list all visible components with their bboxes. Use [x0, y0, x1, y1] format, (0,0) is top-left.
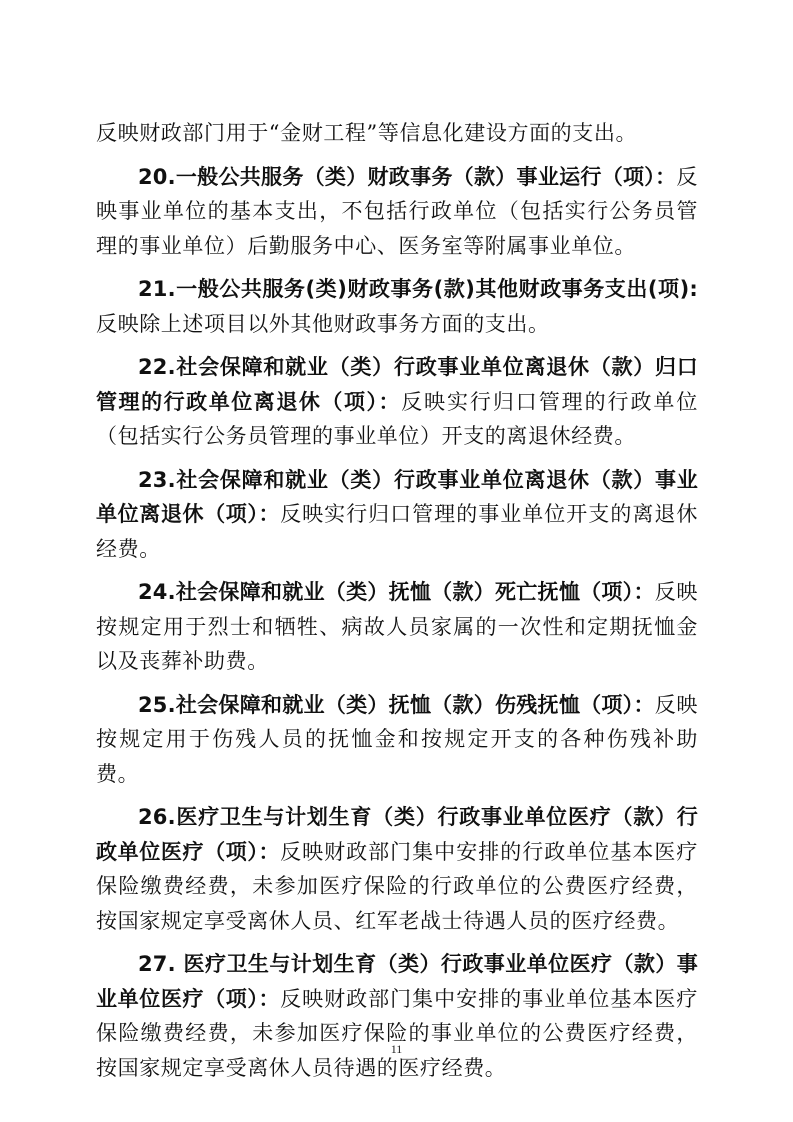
intro-text: 反映财政部门用于“金财工程”等信息化建设方面的支出。 [96, 121, 638, 145]
item-25 [96, 688, 698, 792]
intro-paragraph [96, 116, 698, 151]
item-21 [96, 272, 698, 341]
item-23 [96, 463, 698, 567]
item-body: 反映财政部门集中安排的行政单位基本医疗保险缴费经费，未参加医疗保险的行政单位的公费医疗经费，按国家规定享受离休人员、红军老战士待遇人员的医疗经费。 [96, 839, 698, 933]
item-22 [96, 350, 698, 454]
item-body: 反映财政部门集中安排的事业单位基本医疗保险缴费经费，未参加医疗保险的事业单位的公费医疗经费，按国家规定享受离休人员待遇的医疗经费。 [96, 986, 698, 1080]
item-heading: 23.社会保障和就业（类）行政事业单位离退休（款）事业单位离退休（项）： [96, 467, 698, 526]
document-body [96, 116, 698, 1094]
item-heading: 22.社会保障和就业（类）行政事业单位离退休（款）归口管理的行政单位离退休（项）： [96, 355, 698, 414]
item-body: 反映实行归口管理的事业单位开支的离退休经费。 [96, 502, 698, 561]
item-body: 反映实行归口管理的行政单位（包括实行公务员管理的事业单位）开支的离退休经费。 [96, 389, 698, 448]
item-body: 反映按规定用于伤残人员的抚恤金和按规定开支的各种伤残补助费。 [96, 692, 698, 786]
item-heading: 25.社会保障和就业（类）抚恤（款）伤残抚恤（项）： [138, 692, 655, 717]
item-body: 反映事业单位的基本支出，不包括行政单位（包括实行公务员管理的事业单位）后勤服务中心、医务室等附属事业单位。 [96, 164, 698, 258]
item-heading: 24.社会保障和就业（类）抚恤（款）死亡抚恤（项）： [138, 580, 655, 604]
item-heading: 27. 医疗卫生与计划生育（类）行政事业单位医疗（款）事业单位医疗（项）： [96, 952, 698, 1011]
item-24 [96, 575, 698, 679]
page-number: 11 [390, 1042, 403, 1056]
item-heading: 21.一般公共服务(类)财政事务(款)其他财政事务支出(项): [138, 277, 698, 301]
item-body: 反映按规定用于烈士和牺牲、病故人员家属的一次性和定期抚恤金以及丧葬补助费。 [96, 580, 698, 673]
item-heading: 20.一般公共服务（类）财政事务（款）事业运行（项）： [138, 164, 677, 189]
item-heading: 26.医疗卫生与计划生育（类）行政事业单位医疗（款）行政单位医疗（项）： [96, 805, 698, 864]
item-27 [96, 947, 698, 1085]
item-20 [96, 160, 698, 264]
item-body: 反映除上述项目以外其他财政事务方面的支出。 [96, 311, 550, 336]
item-26 [96, 800, 698, 938]
